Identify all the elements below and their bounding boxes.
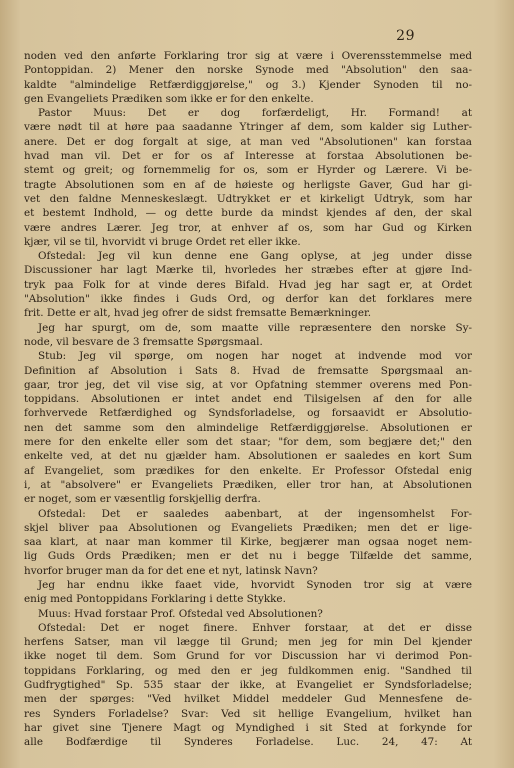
text-line: kaldte "almindelige Retfærdiggjørelse," og 3.) Kjender Synoden til no- (24, 78, 472, 91)
text-line: Jeg har endnu ikke faaet vide, hvorvidt Synoden tror sig at være (38, 578, 472, 591)
text-line: Muus: Hvad forstaar Prof. Ofstedal ved Absolutionen? (38, 607, 323, 620)
text-line: være nødt til at høre paa saadanne Ytringer af dem, som kalder sig Luther- (24, 121, 472, 134)
text-line: enig med Pontoppidans Forklaring i dette Stykke. (24, 593, 286, 606)
text-line: enkelte ved, at det nu gjælder ham. Absolutionen er saaledes en kort Sum (24, 450, 472, 463)
text-line: men der spørges: "Ved hvilket Middel meddeler Gud Mennesfene de- (24, 693, 472, 706)
text-line: kjær, vil se til, hvorvidt vi bruge Ordet ret eller ikke. (24, 235, 301, 248)
text-line: skjel bliver paa Absolutionen og Evangeliets Prædiken; men det er lige- (24, 521, 472, 534)
body-text (24, 49, 472, 750)
text-line: toppidans Forklaring, og med den er jeg fuldkommen enig. "Sandhed til (24, 664, 472, 677)
text-line: hvorfor bruger man da for det ene et nyt, latinsk Navn? (24, 564, 318, 577)
text-line: Ofstedal: Det er noget finere. Enhver forstaar, at det er disse (38, 621, 472, 634)
text-line: lig Guds Ords Prædiken; men er det nu i begge Tilfælde det samme, (24, 550, 472, 563)
text-line: Ofstedal: Det er saaledes aabenbart, at der ingensomhelst For- (38, 507, 472, 520)
text-line: Discussioner har lagt Mærke til, hvorledes her stræbes efter at gjøre Ind- (24, 264, 472, 277)
text-line: i, at "absolvere" er Evangeliets Prædiken, eller tror han, at Absolutionen (24, 478, 472, 491)
text-line: Pontoppidan. 2) Mener den norske Synode med "Absolution" den saa- (24, 64, 472, 77)
text-line: herfens Satser, man vil lægge til Grund; men jeg for min Del kjender (24, 636, 472, 649)
text-line: Stub: Jeg vil spørge, om nogen har noget at indvende mod vor (38, 350, 472, 363)
text-line: gaar, tror jeg, det vil vise sig, at vor Opfatning stemmer overens med Pon- (24, 378, 472, 391)
text-line: Jeg har spurgt, om de, som maatte ville repræsentere den norske Sy- (38, 321, 472, 334)
text-line: Pastor Muus: Det er dog forfærdeligt, Hr. Formand! at (38, 107, 472, 120)
text-line: forhvervede Retfærdighed og Syndsforladelse, og forsaavidt er Absolutio- (24, 407, 472, 420)
text-line: nen det samme som den almindelige Retfærdiggjørelse. Absolutionen er (24, 421, 472, 434)
text-line: et bestemt Indhold, — og dette burde da mindst kjendes af den, der skal (24, 207, 472, 220)
text-line: alle Bodfærdige til Synderes Forladelse. Luc. 24, 47: At (24, 736, 472, 749)
text-line: res Synders Forladelse? Svar: Ved sit hellige Evangelium, hvilket han (24, 707, 472, 720)
text-line: ikke noget til dem. Som Grund for vor Discussion har vi derimod Pon- (24, 650, 472, 663)
text-line: saa klart, at naar man kommer til Kirke, begjærer man ogsaa noget nem- (24, 536, 472, 549)
text-line: være andres Lærer. Jeg tror, at enhver af os, som har Gud og Kirken (24, 221, 472, 234)
text-line: mere for den enkelte eller som det staar; "for dem, som begjære det;" den (24, 436, 472, 449)
text-line: har givet sine Tjenere Magt og Myndighed i sit Sted at forkynde for (24, 721, 472, 734)
text-line: vet den faldne Menneskeslægt. Udtrykket er et kirkeligt Udtryk, som har (24, 192, 472, 205)
text-line: Definition af Absolution i Sats 8. Hvad de fremsatte Spørgsmaal an- (24, 364, 472, 377)
text-line: tryk paa Folk for at vinde deres Bifald. Hvad jeg har sagt er, at Ordet (24, 278, 472, 291)
text-line: hvad man vil. Det er for os af Interesse at forstaa Absolutionen be- (24, 150, 472, 163)
text-line: noden ved den anførte Forklaring tror sig at være i Overensstemmelse med (24, 50, 472, 62)
text-line: frit. Dette er alt, hvad jeg ofrer de sidst fremsatte Bemærkninger. (24, 307, 372, 320)
text-line: Ofstedal: Jeg vil kun denne ene Gang oplyse, at jeg under disse (38, 250, 472, 263)
text-line: tragte Absolutionen som en af de høieste og herligste Gaver, Gud har gi- (24, 178, 472, 191)
text-line: node, vil besvare de 3 fremsatte Spørgsmaal. (24, 335, 263, 348)
page-number: 29 (396, 28, 415, 44)
text-line: gen Evangeliets Prædiken som ikke er for den enkelte. (24, 92, 314, 105)
text-line: Gudfrygtighed" Sp. 535 staar der ikke, at Evangeliet er Syndsforladelse; (24, 679, 472, 692)
text-line: "Absolution" ikke findes i Guds Ord, og derfor kan det forklares mere (24, 293, 472, 306)
text-line: toppidans. Absolutionen er intet andet end Tilsigelsen af den for alle (24, 393, 472, 406)
text-line: af Evangeliet, som prædikes for den enkelte. Er Professor Ofstedal enig (24, 464, 472, 477)
text-line: er noget, som er væsentlig forskjellig derfra. (24, 493, 261, 506)
text-line: stemt og greit; og fornemmelig for os, som er Hyrder og Lærere. Vi be- (24, 164, 472, 177)
text-line: anere. Det er dog forgalt at sige, at man ved "Absolutionen" kan forstaa (24, 135, 472, 148)
